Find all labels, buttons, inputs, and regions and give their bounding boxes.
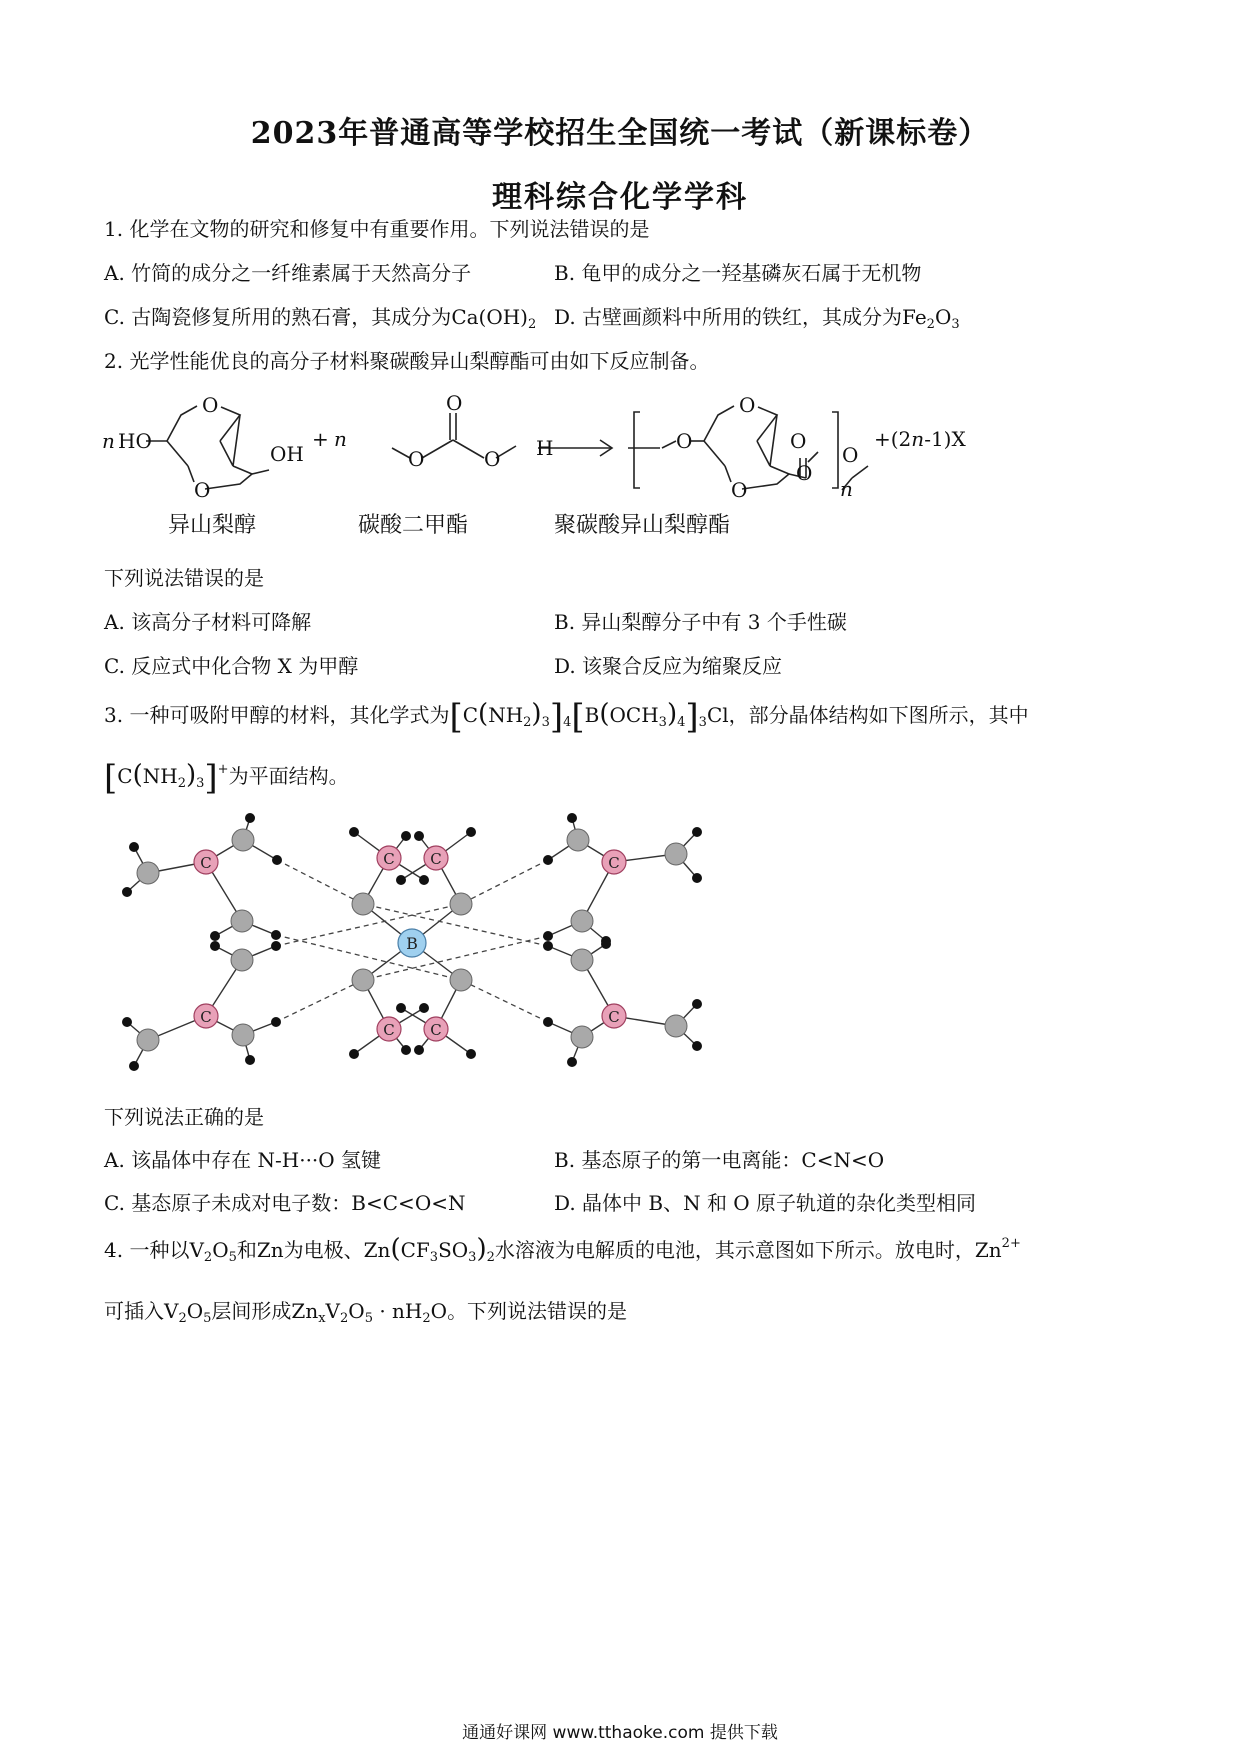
q3-formula-c: C	[462, 703, 479, 727]
q3-option-a: A. 该晶体中存在 N-H···O 氢键	[104, 1148, 382, 1172]
q4-line2-part1: 可插入	[104, 1299, 164, 1323]
q3-sub-3: 3	[541, 715, 550, 730]
q2-polymer-n-subscript: n	[840, 477, 853, 501]
q2-ho-label: HO	[118, 429, 152, 453]
q4-line2-part2: 层间形成	[211, 1299, 292, 1323]
q1-option-d-text: D. 古壁画颜料中所用的铁红，其成分为	[554, 305, 903, 329]
q4-line2-water-o: O	[430, 1299, 448, 1323]
q1-option-d	[554, 301, 960, 332]
q4-line2-o2-sub: 5	[364, 1311, 373, 1326]
exam-title: 2023年普通高等学校招生全国统一考试（新课标卷）	[250, 116, 990, 151]
q1-option-a: A. 竹简的成分之一纤维素属于天然高分子	[104, 261, 472, 285]
q1-option-c-sub: 2	[527, 317, 537, 332]
q1-option-d-fe-sub: 2	[926, 317, 935, 332]
q2-label-dmc: 碳酸二甲酯	[358, 513, 469, 538]
q4-line2-h-sub: 2	[422, 1311, 431, 1326]
q1-option-c-text: C. 古陶瓷修复所用的熟石膏，其成分为	[104, 305, 452, 329]
q4-line2-o-sub: 5	[203, 1311, 212, 1326]
q3-atom-c-8: C	[608, 1008, 620, 1026]
q4-v-sub: 2	[203, 1250, 213, 1265]
q3-cation-sub-2: 2	[177, 776, 186, 791]
q2-reaction-scheme	[0, 370, 1240, 550]
q2-polymer-o-end: O	[842, 443, 859, 467]
q1-stem: 1. 化学在文物的研究和修复中有重要作用。下列说法错误的是	[104, 217, 650, 241]
q2-stem: 2. 光学性能优良的高分子材料聚碳酸异山梨醇酯可由如下反应制备。	[104, 349, 710, 373]
q4-line2-o2: O	[348, 1299, 365, 1323]
q4-o-sub: 5	[228, 1250, 237, 1265]
q4-o: O	[212, 1238, 229, 1262]
q3-crystal-structure	[0, 790, 760, 1090]
q4-line2-x: x	[318, 1311, 326, 1326]
q4-so-sub: 3	[468, 1250, 477, 1265]
q2-polymer-o-left: O	[676, 429, 693, 453]
q4-salt-sub: 2	[486, 1250, 495, 1265]
q1-option-d-fe: Fe	[902, 305, 927, 329]
q3-cation-charge: +	[217, 762, 229, 777]
q3-prompt: 下列说法正确的是	[104, 1105, 264, 1129]
q3-atom-c-2: C	[430, 850, 442, 868]
q3-stem-end: ，部分晶体结构如下图所示，其中	[728, 703, 1029, 727]
q2-option-a: A. 该高分子材料可降解	[104, 610, 312, 634]
q3-formula-nh: NH	[488, 703, 524, 727]
q4-v: V	[189, 1238, 204, 1262]
q3-sub-4b: 4	[677, 715, 686, 730]
q2-polymer-o-ring-bottom: O	[731, 478, 748, 502]
q4-stem: 4. 一种以$V_2O_5$和Zn为电极、$Zn(CF_3SO_3)_2$水溶液为电解质的电池，其示意图如下所示。放电时，$Zn^{2+}$	[104, 1234, 1021, 1265]
q4-line2-v-sub: 2	[178, 1311, 187, 1326]
q1-option-c-formula: Ca(OH)	[451, 305, 528, 329]
q3-formula-och: OCH	[609, 703, 659, 727]
q2-dmc-o-left: O	[408, 447, 425, 471]
q3-stem: 3. 一种可吸附甲醇的材料，其化学式为$[C(NH_2)_3]_4[B(OCH_3)_4]_3Cl$，部分晶体结构如下图所示，其中	[104, 697, 1029, 737]
q4-so: SO	[438, 1238, 469, 1262]
q4-cf: CF	[400, 1238, 430, 1262]
q3-atom-c-7: C	[608, 854, 620, 872]
q4-line2-v2-sub: 2	[340, 1311, 349, 1326]
q3-atom-c-5: C	[200, 854, 212, 872]
q2-label-polymer: 聚碳酸异山梨醇酯	[554, 513, 731, 538]
q3-cation-sub-3: 3	[196, 776, 205, 791]
q1-option-b: B. 龟甲的成分之一羟基磷灰石属于无机物	[554, 261, 922, 285]
q3-sub-3c: 3	[698, 715, 707, 730]
q2-option-b: B. 异山梨醇分子中有 3 个手性碳	[554, 610, 847, 634]
q2-polymer-o-ester: O	[790, 429, 807, 453]
footer-source: 通通好课网 www.tthaoke.com 提供下载	[462, 1723, 778, 1743]
q2-polymer-h: H	[536, 436, 554, 460]
q2-dmc-o-right: O	[484, 447, 501, 471]
q2-prompt: 下列说法错误的是	[104, 566, 264, 590]
q4-line2-v2: V	[325, 1299, 340, 1323]
q1-option-c	[104, 301, 536, 332]
q4-stem-part1: 4. 一种以	[104, 1238, 190, 1262]
q1-option-d-o-sub: 3	[951, 317, 960, 332]
q4-line2-zn: Zn	[291, 1299, 319, 1323]
q3-option-c: C. 基态原子未成对电子数：B<C<O<N	[104, 1191, 466, 1215]
q4-line2-nh: nH	[392, 1299, 423, 1323]
q3-option-d: D. 晶体中 B、N 和 O 原子轨道的杂化类型相同	[554, 1191, 977, 1215]
q3-atom-c-6: C	[200, 1008, 212, 1026]
q4-line2-part3: 。下列说法错误的是	[447, 1299, 628, 1323]
q2-polymer-o-ring-top: O	[739, 393, 756, 417]
q3-formula-cl: Cl	[706, 703, 729, 727]
q3-sub-3b: 3	[658, 715, 667, 730]
q3-formula-b: B	[584, 703, 600, 727]
q4-line2-v: V	[164, 1299, 179, 1323]
q2-oh-label: OH	[270, 442, 304, 466]
q4-zn-salt: Zn	[363, 1238, 391, 1262]
q3-atom-c-3: C	[383, 1021, 395, 1039]
q4-line2-dot: ·	[372, 1299, 393, 1323]
q2-option-c: C. 反应式中化合物 X 为甲醇	[104, 654, 359, 678]
q3-sub-4: 4	[563, 715, 572, 730]
q4-stem-part2: 和	[236, 1238, 257, 1262]
q2-option-d: D. 该聚合反应为缩聚反应	[554, 654, 783, 678]
q2-label-isosorbide: 异山梨醇	[168, 513, 257, 538]
q4-zn: Zn	[256, 1238, 284, 1262]
q4-cf-sub: 3	[429, 1250, 439, 1265]
q4-line2	[104, 1295, 627, 1326]
q2-polymer-o-carbonyl: O	[796, 461, 813, 485]
q2-dmc-carbonyl-o: O	[446, 391, 463, 415]
q3-line2-end: 为平面结构。	[228, 764, 349, 788]
q3-atom-c-4: C	[430, 1021, 442, 1039]
q3-cation-c: C	[117, 764, 133, 788]
q3-line2: $[C(NH_2)_3]^+$为平面结构。	[104, 758, 349, 798]
q4-stem-part4: 水溶液为电解质的电池，其示意图如下所示。放电时，	[494, 1238, 975, 1262]
q4-line2-o: O	[186, 1299, 204, 1323]
q3-atom-b: B	[406, 934, 418, 953]
q3-sub-2: 2	[523, 715, 532, 730]
q2-byproduct-prefix: +(2n-1)X	[874, 427, 966, 451]
q2-plus-sign: +	[312, 427, 329, 451]
q4-zn-ion: Zn	[974, 1238, 1002, 1262]
q3-atom-c-1: C	[383, 850, 395, 868]
exam-subtitle: 理科综合化学学科	[492, 180, 748, 215]
q2-o-ring-bottom: O	[194, 478, 211, 502]
q2-o-ring-top: O	[202, 393, 219, 417]
q3-stem-start: 3. 一种可吸附甲醇的材料，其化学式为	[104, 703, 450, 727]
q2-n-coefficient-2: n	[334, 427, 347, 451]
q2-n-coefficient: n	[102, 429, 115, 453]
q4-stem-part3: 为电极、	[283, 1238, 364, 1262]
q1-option-d-o: O	[934, 305, 952, 329]
q3-cation-nh: NH	[142, 764, 178, 788]
q4-zn-charge: 2+	[1001, 1236, 1021, 1251]
q3-option-b: B. 基态原子的第一电离能：C<N<O	[554, 1148, 885, 1172]
